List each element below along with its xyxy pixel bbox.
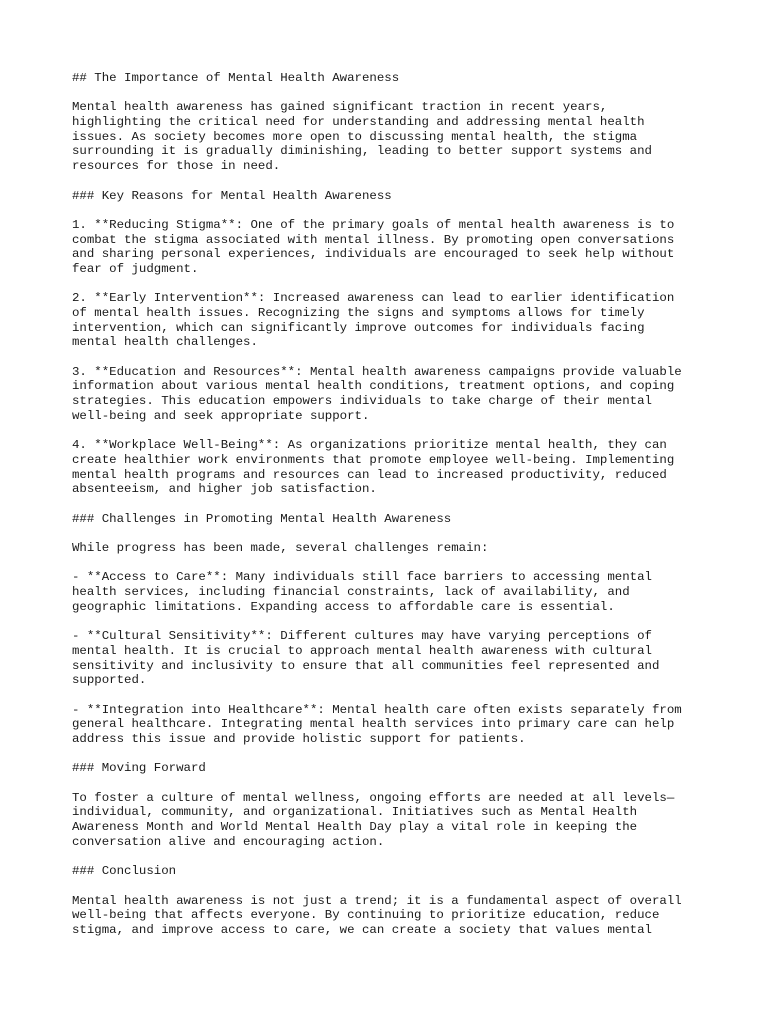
paragraph-line: health services, including financial constraints, lack of availability, and bbox=[72, 585, 630, 600]
heading-text: ## The Importance of Mental Health Awareness bbox=[72, 71, 400, 85]
paragraph bbox=[72, 438, 712, 497]
section-heading bbox=[72, 761, 712, 776]
paragraph-line: Mental health awareness is not just a trend; it is a fundamental aspect of overall bbox=[72, 893, 682, 908]
paragraph-line: supported. bbox=[72, 673, 147, 688]
paragraph bbox=[72, 703, 712, 747]
paragraph bbox=[72, 541, 712, 556]
paragraph-line: While progress has been made, several challenges remain: bbox=[72, 541, 489, 555]
paragraph-line: mental health. It is crucial to approach mental health awareness with cultural bbox=[72, 643, 652, 658]
paragraph-line: Awareness Month and World Mental Health Day play a vital role in keeping the bbox=[72, 820, 638, 835]
paragraph-line: 1. **Reducing Stigma**: One of the primary goals of mental health awareness is to bbox=[72, 217, 675, 232]
paragraph-line: conversation alive and encouraging action. bbox=[72, 834, 385, 849]
paragraph-line: intervention, which can significantly improve outcomes for individuals facing bbox=[72, 320, 645, 335]
heading-text: ### Conclusion bbox=[72, 864, 177, 879]
paragraph-line: and sharing personal experiences, individuals are encouraged to seek help without bbox=[72, 247, 675, 262]
paragraph bbox=[72, 629, 712, 688]
paragraph-line: mental health challenges. bbox=[72, 335, 258, 350]
paragraph-line: information about various mental health conditions, treatment options, and coping bbox=[72, 379, 675, 394]
paragraph-line: highlighting the critical need for understanding and addressing mental health bbox=[72, 115, 645, 130]
paragraph bbox=[72, 218, 712, 277]
paragraph bbox=[72, 894, 712, 938]
paragraph-line: sensitivity and inclusivity to ensure that all communities feel represented and bbox=[72, 658, 660, 673]
document-body bbox=[72, 71, 712, 938]
paragraph bbox=[72, 291, 712, 350]
paragraph bbox=[72, 100, 712, 173]
paragraph bbox=[72, 570, 712, 614]
paragraph-line: fear of judgment. bbox=[72, 261, 199, 276]
document-page bbox=[72, 71, 712, 952]
paragraph-line: 3. **Education and Resources**: Mental health awareness campaigns provide valuable bbox=[72, 364, 682, 379]
paragraph-line: of mental health issues. Recognizing the signs and symptoms allows for timely bbox=[72, 306, 645, 320]
heading-text: ### Challenges in Promoting Mental Health Awareness bbox=[72, 511, 452, 526]
paragraph-line: To foster a culture of mental wellness, ongoing efforts are needed at all levels— bbox=[72, 790, 675, 805]
paragraph-line: surrounding it is gradually diminishing, leading to better support systems and bbox=[72, 144, 652, 159]
paragraph-line: well-being that affects everyone. By continuing to prioritize education, reduce bbox=[72, 908, 660, 923]
paragraph-line: 4. **Workplace Well-Being**: As organizations prioritize mental health, they can bbox=[72, 438, 667, 453]
paragraph-line: resources for those in need. bbox=[72, 159, 281, 174]
paragraph-line: - **Cultural Sensitivity**: Different cultures may have varying perceptions of bbox=[72, 629, 652, 644]
paragraph bbox=[72, 365, 712, 424]
paragraph-line: - **Access to Care**: Many individuals still face barriers to accessing mental bbox=[72, 570, 652, 585]
paragraph-line: create healthier work environments that promote employee well-being. Implementing bbox=[72, 452, 675, 467]
paragraph-line: general healthcare. Integrating mental health services into primary care can help bbox=[72, 717, 675, 732]
heading-text: ### Moving Forward bbox=[72, 761, 206, 776]
section-heading bbox=[72, 864, 712, 879]
paragraph-line: well-being and seek appropriate support. bbox=[72, 408, 370, 423]
heading-text: ### Key Reasons for Mental Health Awareness bbox=[72, 188, 392, 203]
paragraph-line: individual, community, and organizational. Initiatives such as Mental Health bbox=[72, 805, 638, 820]
section-heading bbox=[72, 512, 712, 527]
paragraph-line: stigma, and improve access to care, we can create a society that values mental bbox=[72, 922, 652, 937]
paragraph-line: strategies. This education empowers individuals to take charge of their mental bbox=[72, 394, 652, 409]
paragraph bbox=[72, 791, 712, 850]
paragraph-line: - **Integration into Healthcare**: Mental health care often exists separately from bbox=[72, 702, 682, 717]
paragraph-line: geographic limitations. Expanding access to affordable care is essential. bbox=[72, 599, 615, 614]
paragraph-line: 2. **Early Intervention**: Increased awareness can lead to earlier identification bbox=[72, 291, 675, 306]
section-heading bbox=[72, 71, 712, 86]
paragraph-line: address this issue and provide holistic support for patients. bbox=[72, 731, 526, 746]
paragraph-line: combat the stigma associated with mental illness. By promoting open conversations bbox=[72, 232, 675, 247]
paragraph-line: absenteeism, and higher job satisfaction. bbox=[72, 482, 377, 497]
paragraph-line: mental health programs and resources can lead to increased productivity, reduced bbox=[72, 467, 667, 482]
paragraph-line: Mental health awareness has gained significant traction in recent years, bbox=[72, 100, 608, 115]
paragraph-line: issues. As society becomes more open to discussing mental health, the stigma bbox=[72, 129, 638, 144]
section-heading bbox=[72, 189, 712, 204]
